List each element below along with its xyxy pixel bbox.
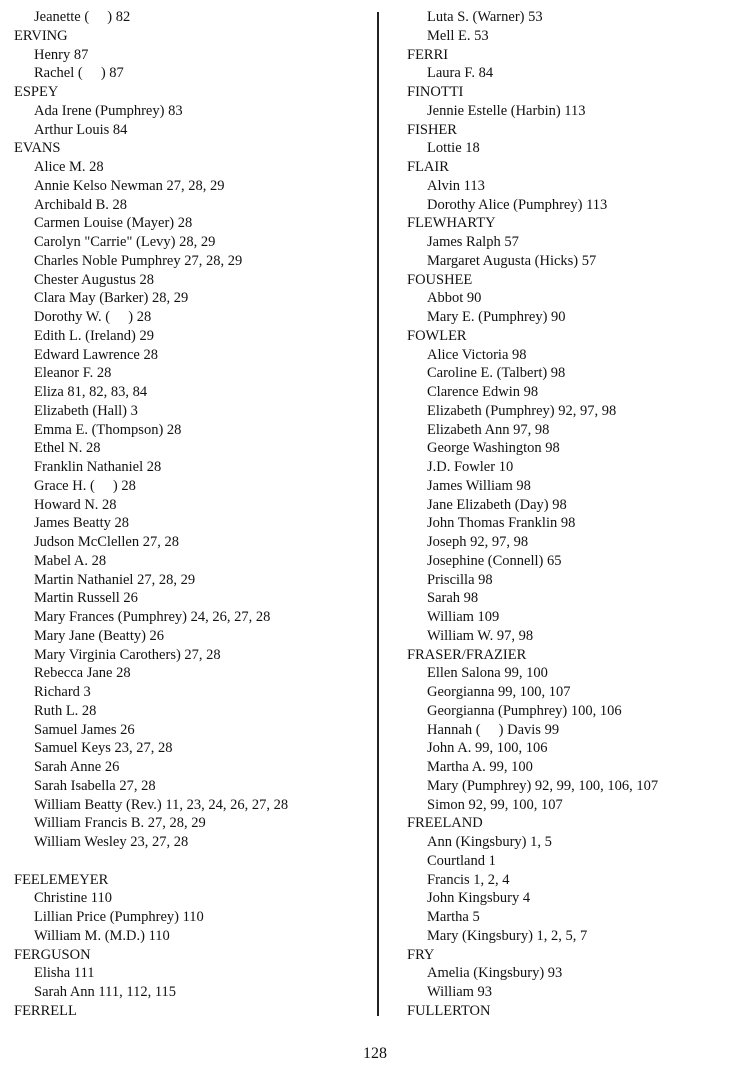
index-entry: Rachel ( ) 87 bbox=[34, 65, 124, 82]
surname-heading: FREELAND bbox=[407, 815, 483, 832]
index-entry: Clara May (Barker) 28, 29 bbox=[34, 290, 189, 307]
index-entry: Sarah Ann 111, 112, 115 bbox=[34, 984, 177, 1000]
index-entry: Samuel Keys 23, 27, 28 bbox=[34, 740, 173, 757]
index-entry: Sarah Anne 26 bbox=[34, 759, 120, 775]
index-column-left bbox=[14, 8, 364, 1021]
surname-heading: FRASER/FRAZIER bbox=[407, 646, 527, 663]
index-entry: Mary E. (Pumphrey) 90 bbox=[427, 309, 566, 325]
index-entry: Judson McClellen 27, 28 bbox=[34, 534, 179, 550]
index-entry: John Kingsbury 4 bbox=[427, 890, 531, 907]
index-entry: Henry 87 bbox=[34, 46, 89, 63]
index-entry: Carmen Louise (Mayer) 28 bbox=[34, 215, 193, 232]
surname-heading: ERVING bbox=[14, 27, 68, 44]
surname-heading: FEELEMEYER bbox=[14, 871, 109, 888]
index-entry: Martin Russell 26 bbox=[34, 590, 138, 607]
index-entry: Amelia (Kingsbury) 93 bbox=[427, 965, 563, 982]
index-entry: Chester Augustus 28 bbox=[34, 271, 155, 288]
index-entry: Jeanette ( ) 82 bbox=[34, 9, 131, 25]
index-entry: Richard 3 bbox=[34, 684, 91, 700]
index-entry: Eliza 81, 82, 83, 84 bbox=[34, 384, 148, 400]
index-entry: Alice Victoria 98 bbox=[427, 346, 527, 363]
index-entry: Luta S. (Warner) 53 bbox=[427, 9, 543, 25]
index-entry: Franklin Nathaniel 28 bbox=[34, 459, 162, 475]
index-entry: J.D. Fowler 10 bbox=[427, 459, 514, 475]
surname-heading: EVANS bbox=[14, 140, 61, 157]
index-entry: John A. 99, 100, 106 bbox=[427, 740, 548, 757]
index-entry: Archibald B. 28 bbox=[34, 196, 128, 213]
surname-heading: FLEWHARTY bbox=[407, 215, 496, 232]
index-entry: Alvin 113 bbox=[427, 177, 485, 194]
index-entry: Georgianna 99, 100, 107 bbox=[427, 684, 571, 700]
index-entry: Arthur Louis 84 bbox=[34, 121, 128, 138]
index-entry: Ellen Salona 99, 100 bbox=[427, 665, 548, 682]
index-entry: Eleanor F. 28 bbox=[34, 365, 112, 382]
surname-heading: ESPEY bbox=[14, 84, 59, 100]
index-entry: Edith L. (Ireland) 29 bbox=[34, 327, 154, 344]
index-entry: James William 98 bbox=[427, 477, 531, 494]
index-entry: Lillian Price (Pumphrey) 110 bbox=[34, 909, 204, 925]
surname-heading: FRY bbox=[407, 946, 435, 963]
index-entry: Mell E. 53 bbox=[427, 27, 489, 44]
index-entry: Mabel A. 28 bbox=[34, 552, 107, 569]
index-entry: William W. 97, 98 bbox=[427, 627, 534, 644]
index-entry: Margaret Augusta (Hicks) 57 bbox=[427, 252, 597, 269]
index-entry: William M. (M.D.) 110 bbox=[34, 927, 170, 944]
index-entry: Jennie Estelle (Harbin) 113 bbox=[427, 102, 586, 119]
index-entry: Charles Noble Pumphrey 27, 28, 29 bbox=[34, 252, 243, 269]
index-entry: Elizabeth (Pumphrey) 92, 97, 98 bbox=[427, 402, 617, 419]
column-divider bbox=[377, 12, 379, 1016]
index-entry: Rebecca Jane 28 bbox=[34, 665, 131, 682]
index-entry: Martha 5 bbox=[427, 909, 480, 925]
index-entry: George Washington 98 bbox=[427, 440, 560, 457]
index-entry: Priscilla 98 bbox=[427, 571, 493, 588]
page-number: 128 bbox=[363, 1045, 387, 1062]
index-column-right bbox=[407, 8, 737, 1021]
index-entry: Josephine (Connell) 65 bbox=[427, 552, 562, 569]
index-entry: Caroline E. (Talbert) 98 bbox=[427, 365, 566, 382]
index-entry: Ann (Kingsbury) 1, 5 bbox=[427, 834, 552, 850]
surname-heading: FERGUSON bbox=[14, 946, 91, 963]
index-entry: William Wesley 23, 27, 28 bbox=[34, 834, 189, 850]
index-entry: Georgianna (Pumphrey) 100, 106 bbox=[427, 702, 622, 719]
index-entry: Hannah ( ) Davis 99 bbox=[427, 721, 560, 738]
index-entry: Elisha 111 bbox=[34, 965, 95, 982]
index-entry: Grace H. ( ) 28 bbox=[34, 477, 136, 494]
index-entry: Carolyn "Carrie" (Levy) 28, 29 bbox=[34, 234, 216, 250]
index-entry: Elizabeth Ann 97, 98 bbox=[427, 421, 550, 438]
surname-heading: FISHER bbox=[407, 121, 457, 138]
index-entry: Sarah 98 bbox=[427, 590, 479, 607]
surname-heading: FULLERTON bbox=[407, 1002, 491, 1019]
index-entry: Jane Elizabeth (Day) 98 bbox=[427, 496, 567, 513]
index-entry: Sarah Isabella 27, 28 bbox=[34, 777, 156, 794]
index-entry: James Ralph 57 bbox=[427, 234, 519, 250]
blank-spacer bbox=[14, 852, 364, 871]
index-entry: Francis 1, 2, 4 bbox=[427, 871, 510, 888]
index-entry: Laura F. 84 bbox=[427, 65, 494, 82]
surname-heading: FLAIR bbox=[407, 159, 449, 175]
index-entry: Mary (Pumphrey) 92, 99, 100, 106, 107 bbox=[427, 777, 659, 794]
index-entry: Elizabeth (Hall) 3 bbox=[34, 402, 138, 419]
index-entry: Martha A. 99, 100 bbox=[427, 759, 533, 775]
surname-heading: FERRELL bbox=[14, 1002, 77, 1019]
index-entry: Dorothy W. ( ) 28 bbox=[34, 309, 152, 325]
index-entry: William 109 bbox=[427, 609, 500, 625]
index-entry: William Francis B. 27, 28, 29 bbox=[34, 815, 206, 832]
index-entry: James Beatty 28 bbox=[34, 515, 130, 532]
index-entry: Ruth L. 28 bbox=[34, 702, 97, 719]
index-entry: Ada Irene (Pumphrey) 83 bbox=[34, 102, 183, 119]
index-entry: Dorothy Alice (Pumphrey) 113 bbox=[427, 196, 608, 213]
index-entry: Emma E. (Thompson) 28 bbox=[34, 421, 182, 438]
index-entry: Edward Lawrence 28 bbox=[34, 346, 158, 363]
index-entry: Clarence Edwin 98 bbox=[427, 384, 539, 400]
index-entry: Christine 110 bbox=[34, 890, 113, 907]
index-entry: Howard N. 28 bbox=[34, 496, 117, 513]
index-entry: Abbot 90 bbox=[427, 290, 482, 307]
index-entry: Lottie 18 bbox=[427, 140, 480, 157]
index-entry: Mary Frances (Pumphrey) 24, 26, 27, 28 bbox=[34, 609, 271, 625]
index-entry: Samuel James 26 bbox=[34, 721, 135, 738]
index-entry: Courtland 1 bbox=[427, 852, 496, 869]
index-entry: Mary (Kingsbury) 1, 2, 5, 7 bbox=[427, 927, 588, 944]
surname-heading: FERRI bbox=[407, 46, 449, 63]
surname-heading: FOWLER bbox=[407, 327, 467, 344]
surname-heading: FINOTTI bbox=[407, 84, 464, 100]
index-entry: Mary Jane (Beatty) 26 bbox=[34, 627, 165, 644]
index-entry: Mary Virginia Carothers) 27, 28 bbox=[34, 646, 221, 663]
index-entry: William Beatty (Rev.) 11, 23, 24, 26, 27, 28 bbox=[34, 796, 289, 813]
index-entry: Ethel N. 28 bbox=[34, 440, 101, 457]
index-entry: Annie Kelso Newman 27, 28, 29 bbox=[34, 177, 225, 194]
index-entry: Martin Nathaniel 27, 28, 29 bbox=[34, 571, 196, 588]
index-entry: Alice M. 28 bbox=[34, 159, 104, 175]
index-entry: John Thomas Franklin 98 bbox=[427, 515, 576, 532]
index-entry: Simon 92, 99, 100, 107 bbox=[427, 796, 563, 813]
index-entry: Joseph 92, 97, 98 bbox=[427, 534, 529, 550]
index-entry: William 93 bbox=[427, 984, 493, 1000]
surname-heading: FOUSHEE bbox=[407, 271, 473, 288]
